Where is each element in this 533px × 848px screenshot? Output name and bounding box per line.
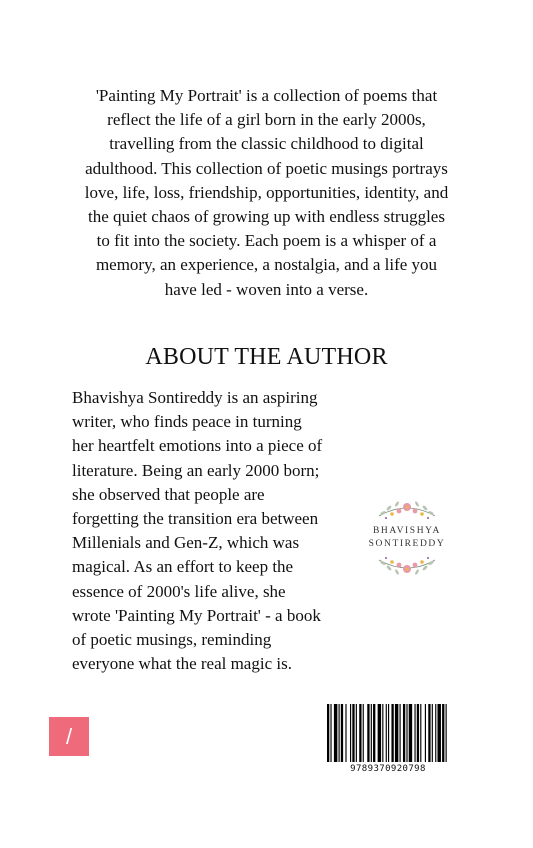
- blurb-line: love, life, loss, friendship, opportunities, identity, and: [84, 182, 449, 202]
- barcode-bar: [435, 704, 436, 762]
- barcode-bar: [341, 704, 343, 762]
- barcode-bar: [432, 704, 433, 762]
- blurb-line: memory, an experience, a nostalgia, and a life you: [95, 255, 438, 275]
- blurb-line: have led - woven into a verse.: [164, 279, 369, 299]
- barcode-bar: [378, 704, 381, 762]
- publisher-logo: [49, 717, 89, 756]
- logo-text: [362, 525, 452, 551]
- blurb-line: reflect the life of a girl born in the early 2000s,: [107, 110, 426, 130]
- author-logo: [362, 496, 452, 592]
- barcode-bar: [327, 704, 329, 762]
- barcode-bar: [345, 704, 346, 762]
- barcode-bar: [395, 704, 398, 762]
- bio-line: Millenials and Gen-Z, which was: [72, 533, 300, 553]
- barcode-bar: [330, 704, 331, 762]
- barcode-bar: [391, 704, 393, 762]
- barcode-bar: [382, 704, 383, 762]
- floral-ornament-icon: [375, 554, 439, 580]
- barcode-bar: [371, 704, 372, 762]
- barcode-bar: [356, 704, 357, 762]
- barcode-bar: [359, 704, 361, 762]
- barcode-bar: [446, 704, 447, 762]
- barcode-bar: [428, 704, 430, 762]
- barcode-bar: [409, 704, 412, 762]
- blurb-line: adulthood. This collection of poetic musings portrays: [85, 158, 448, 178]
- floral-ornament-icon: [375, 496, 439, 522]
- bio-line: forgetting the transition era between: [72, 509, 319, 529]
- author-bio: [72, 386, 352, 676]
- blurb-line: travelling from the classic childhood to digital: [109, 134, 424, 154]
- back-cover-blurb: [68, 84, 465, 302]
- barcode-bar: [367, 704, 369, 762]
- barcode-bar: [373, 704, 375, 762]
- bio-line: she observed that people are: [72, 484, 265, 504]
- bio-line: Bhavishya Sontireddy is an aspiring: [72, 388, 318, 407]
- barcode-bar: [437, 704, 440, 762]
- logo-name-line: SONTIREDDY: [368, 539, 446, 549]
- bio-line: writer, who finds peace in turning: [72, 412, 302, 432]
- barcode-bar: [350, 704, 351, 762]
- barcode-bar: [339, 704, 340, 762]
- bio-line: essence of 2000's life alive, she: [72, 581, 286, 601]
- barcode-bar: [442, 704, 444, 762]
- barcode-bar: [386, 704, 387, 762]
- barcode-bar: [334, 704, 337, 762]
- bio-line: of poetic musings, reminding: [72, 630, 272, 650]
- bio-line: literature. Being an early 2000 born;: [72, 460, 320, 480]
- bio-line: everyone what the real magic is.: [72, 654, 292, 674]
- barcode-bar: [400, 704, 401, 762]
- logo-name-line: BHAVISHYA: [372, 526, 442, 536]
- bio-line: her heartfelt emotions into a piece of: [72, 436, 323, 456]
- barcode-bar: [414, 704, 415, 762]
- barcode-bar: [425, 704, 426, 762]
- barcode-bar: [417, 704, 419, 762]
- isbn-number: 9789370920798: [350, 764, 426, 774]
- about-author-heading: ABOUT THE AUTHOR: [145, 344, 388, 370]
- barcode-bar: [363, 704, 364, 762]
- blurb-line: to fit into the society. Each poem is a whisper of a: [96, 231, 437, 251]
- isbn-barcode: [327, 704, 449, 762]
- blurb-line: 'Painting My Portrait' is a collection of poems that: [95, 86, 438, 105]
- barcode-bar: [420, 704, 421, 762]
- bio-line: wrote 'Painting My Portrait' - a book: [72, 605, 321, 625]
- publisher-logo-glyph: /: [65, 724, 73, 749]
- blurb-line: the quiet chaos of growing up with endless struggles: [88, 207, 445, 227]
- barcode-bar: [406, 704, 407, 762]
- bio-line: magical. As an effort to keep the: [72, 557, 294, 577]
- barcode-bar: [403, 704, 405, 762]
- barcode-bar: [388, 704, 389, 762]
- barcode-bar: [352, 704, 354, 762]
